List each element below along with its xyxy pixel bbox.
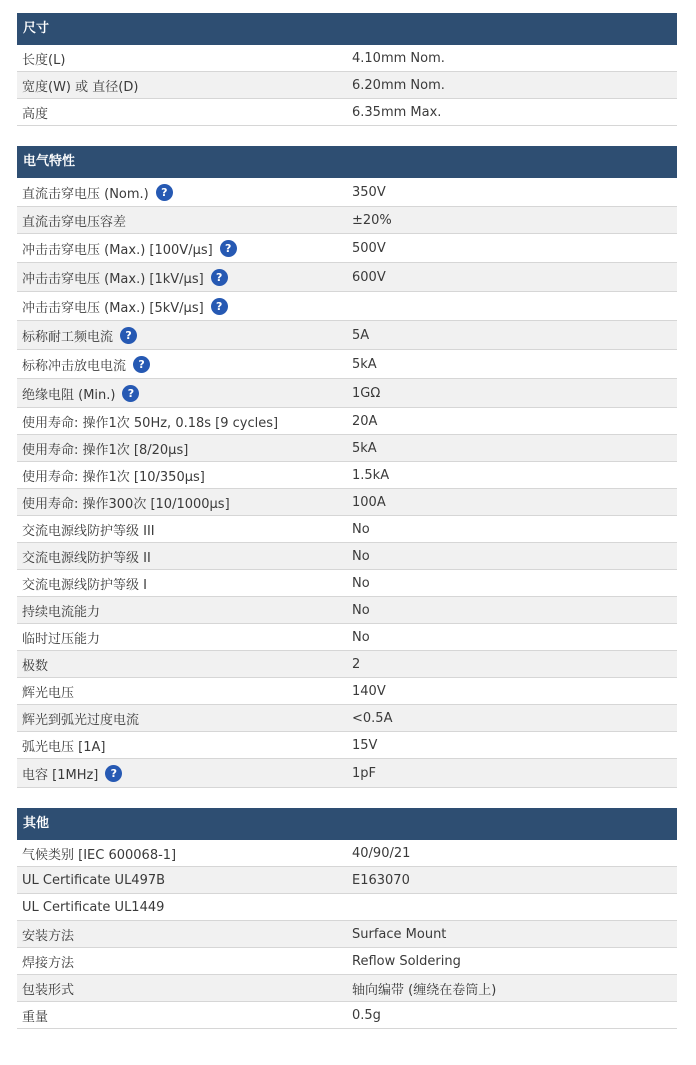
spec-label: 使用寿命: 操作1次 50Hz, 0.18s [9 cycles] — [22, 415, 279, 431]
spec-label-cell — [17, 547, 346, 566]
spec-label: 冲击击穿电压 (Max.) [5kV/µs] — [22, 300, 204, 316]
section-header: 尺寸 — [17, 13, 677, 45]
spec-label: 包装形式 — [22, 982, 75, 998]
spec-label: 冲击击穿电压 (Max.) [1kV/µs] — [22, 271, 204, 287]
spec-label-cell — [17, 628, 346, 647]
spec-label-cell — [17, 925, 346, 944]
spec-value: 350V — [352, 184, 386, 200]
spec-row — [17, 408, 677, 435]
spec-label-cell — [17, 183, 346, 202]
spec-row — [17, 435, 677, 462]
spec-label: 交流电源线防护等级 I — [22, 577, 147, 593]
spec-value: 100A — [352, 494, 386, 510]
spec-row — [17, 462, 677, 489]
spec-label: 标称冲击放电电流 — [22, 358, 127, 374]
spec-value: 1GΩ — [352, 385, 381, 401]
spec-row — [17, 570, 677, 597]
spec-label-cell — [17, 466, 346, 485]
spec-row — [17, 99, 677, 126]
spec-label: 高度 — [22, 106, 49, 122]
spec-row — [17, 263, 677, 292]
spec-value: 20A — [352, 413, 378, 429]
spec-value: 500V — [352, 240, 386, 256]
spec-row — [17, 207, 677, 234]
spec-label: 长度(L) — [22, 52, 66, 68]
spec-label-cell — [17, 103, 346, 122]
help-icon[interactable]: ? — [211, 269, 228, 286]
spec-value: 5kA — [352, 356, 377, 372]
spec-value: 轴向编带 (缠绕在卷筒上) — [352, 982, 497, 998]
spec-label: 宽度(W) 或 直径(D) — [22, 79, 139, 95]
spec-value: E163070 — [352, 872, 410, 888]
help-icon[interactable]: ? — [105, 765, 122, 782]
spec-label: 持续电流能力 — [22, 604, 101, 620]
spec-section — [17, 808, 677, 1029]
spec-section — [17, 146, 677, 788]
help-icon[interactable]: ? — [156, 184, 173, 201]
spec-label-cell — [17, 520, 346, 539]
spec-label: 电容 [1MHz] — [22, 767, 99, 783]
spec-label-cell — [17, 268, 346, 287]
spec-row — [17, 624, 677, 651]
spec-label-cell — [17, 1006, 346, 1025]
section-header: 其他 — [17, 808, 677, 840]
spec-value: 5A — [352, 327, 370, 343]
spec-label-cell — [17, 764, 346, 783]
help-icon[interactable]: ? — [220, 240, 237, 257]
help-icon[interactable]: ? — [122, 385, 139, 402]
spec-row — [17, 948, 677, 975]
spec-row — [17, 921, 677, 948]
spec-label-cell — [17, 873, 346, 888]
spec-label: 安装方法 — [22, 928, 75, 944]
spec-value: No — [352, 602, 370, 618]
spec-row — [17, 867, 677, 894]
spec-value: No — [352, 548, 370, 564]
spec-label: 使用寿命: 操作1次 [8/20µs] — [22, 442, 189, 458]
spec-value: Reflow Soldering — [352, 953, 461, 969]
spec-row — [17, 1002, 677, 1029]
spec-label-cell — [17, 574, 346, 593]
spec-row — [17, 975, 677, 1002]
spec-label: 交流电源线防护等级 II — [22, 550, 151, 566]
spec-label-cell — [17, 211, 346, 230]
spec-label-cell — [17, 682, 346, 701]
spec-label: 标称耐工频电流 — [22, 329, 114, 345]
spec-label-cell — [17, 412, 346, 431]
spec-label: 冲击击穿电压 (Max.) [100V/µs] — [22, 242, 213, 258]
spec-label-cell — [17, 979, 346, 998]
spec-label-cell — [17, 900, 346, 915]
help-icon[interactable]: ? — [120, 327, 137, 344]
spec-section — [17, 13, 677, 126]
spec-row — [17, 72, 677, 99]
spec-value: 140V — [352, 683, 386, 699]
section-header: 电气特性 — [17, 146, 677, 178]
spec-label: UL Certificate UL1449 — [22, 899, 165, 915]
spec-value: 15V — [352, 737, 378, 753]
spec-label-cell — [17, 76, 346, 95]
spec-label: 弧光电压 [1A] — [22, 739, 106, 755]
spec-value: 6.35mm Max. — [352, 104, 442, 120]
spec-value: 4.10mm Nom. — [352, 50, 445, 66]
spec-label: 辉光电压 — [22, 685, 75, 701]
spec-label: 直流击穿电压容差 — [22, 214, 127, 230]
spec-label-cell — [17, 239, 346, 258]
spec-value: 1.5kA — [352, 467, 390, 483]
spec-value: No — [352, 575, 370, 591]
spec-value: 5kA — [352, 440, 377, 456]
spec-row — [17, 543, 677, 570]
spec-row — [17, 651, 677, 678]
spec-row — [17, 678, 677, 705]
spec-label: UL Certificate UL497B — [22, 872, 166, 888]
spec-label-cell — [17, 952, 346, 971]
spec-row — [17, 516, 677, 543]
spec-label-cell — [17, 601, 346, 620]
spec-label: 辉光到弧光过度电流 — [22, 712, 140, 728]
spec-table — [17, 13, 677, 1049]
spec-label: 极数 — [22, 658, 49, 674]
spec-label-cell — [17, 493, 346, 512]
spec-row — [17, 597, 677, 624]
spec-row — [17, 178, 677, 207]
spec-row — [17, 894, 677, 921]
spec-label: 焊接方法 — [22, 955, 75, 971]
spec-row — [17, 732, 677, 759]
spec-row — [17, 321, 677, 350]
spec-label: 重量 — [22, 1009, 49, 1025]
spec-label-cell — [17, 736, 346, 755]
spec-label: 使用寿命: 操作300次 [10/1000µs] — [22, 496, 230, 512]
spec-value: 1pF — [352, 765, 377, 781]
spec-value: ±20% — [352, 212, 392, 228]
spec-label-cell — [17, 439, 346, 458]
spec-value: <0.5A — [352, 710, 393, 726]
spec-label: 直流击穿电压 (Nom.) — [22, 186, 149, 202]
spec-label-cell — [17, 844, 346, 863]
spec-row — [17, 705, 677, 732]
spec-label: 临时过压能力 — [22, 631, 101, 647]
spec-row — [17, 45, 677, 72]
spec-value: 0.5g — [352, 1007, 381, 1023]
spec-row — [17, 292, 677, 321]
spec-label: 交流电源线防护等级 III — [22, 523, 155, 539]
spec-value: 6.20mm Nom. — [352, 77, 445, 93]
spec-value: 40/90/21 — [352, 845, 411, 861]
help-icon[interactable]: ? — [133, 356, 150, 373]
spec-label: 绝缘电阻 (Min.) — [22, 387, 116, 403]
help-icon[interactable]: ? — [211, 298, 228, 315]
spec-row — [17, 234, 677, 263]
spec-row — [17, 840, 677, 867]
spec-value: 2 — [352, 656, 361, 672]
spec-row — [17, 759, 677, 788]
spec-label-cell — [17, 384, 346, 403]
spec-label-cell — [17, 355, 346, 374]
spec-label: 气候类别 [IEC 600068-1] — [22, 847, 177, 863]
spec-label-cell — [17, 709, 346, 728]
spec-label-cell — [17, 326, 346, 345]
spec-row — [17, 489, 677, 516]
spec-value: No — [352, 629, 370, 645]
spec-label-cell — [17, 297, 346, 316]
spec-label-cell — [17, 655, 346, 674]
spec-value: No — [352, 521, 370, 537]
spec-value: 600V — [352, 269, 386, 285]
spec-label-cell — [17, 49, 346, 68]
spec-value: Surface Mount — [352, 926, 447, 942]
spec-row — [17, 379, 677, 408]
spec-label: 使用寿命: 操作1次 [10/350µs] — [22, 469, 205, 485]
spec-row — [17, 350, 677, 379]
